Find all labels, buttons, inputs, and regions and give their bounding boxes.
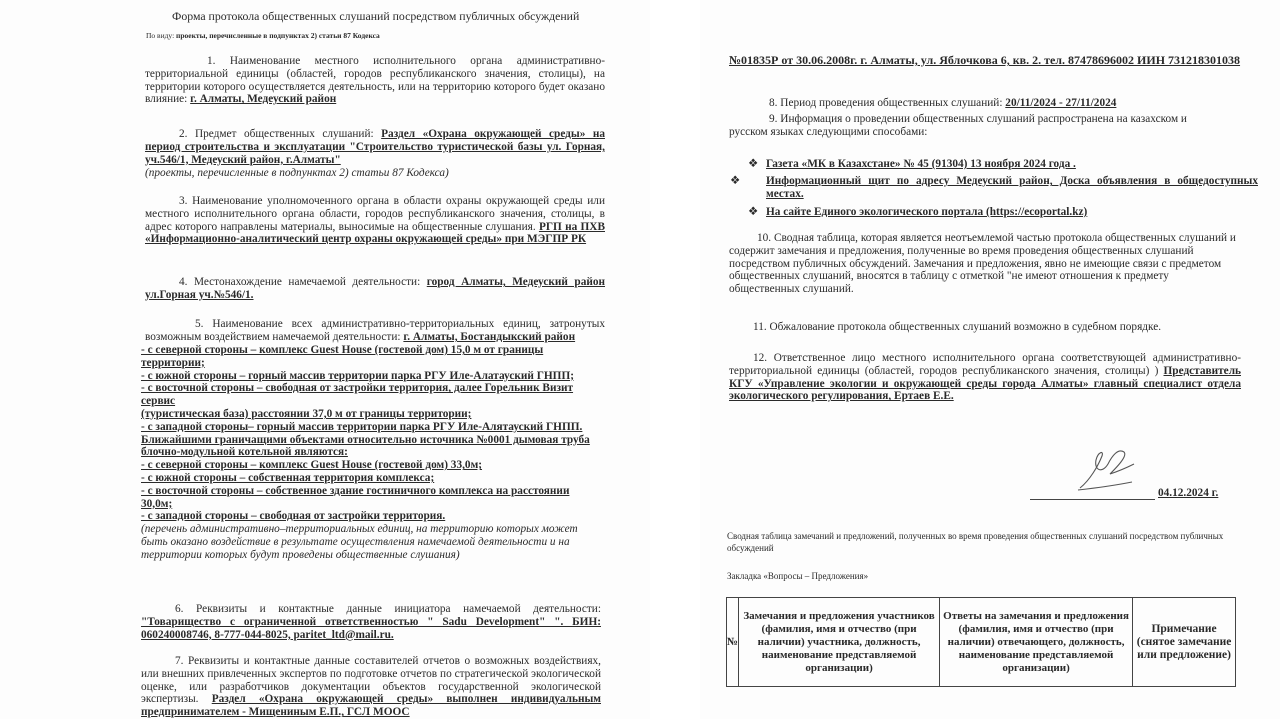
subtitle-prefix: По виду: [146, 31, 177, 40]
item-8-text: 8. Период проведения общественных слушаний: [769, 97, 1006, 109]
item-12-value: Представитель КГУ «Управление экологии и окружающей среды города Алматы» главный специалист отдела экологического регулирования, Ертаев Е.Е. [729, 364, 1241, 403]
boundary-line: - с южной стороны – горный массив территории парка РГУ Иле-Алатауский ГНПП; [141, 369, 575, 382]
item-4-value: город Алматы, Медеуский район ул.Горная уч.№546/1. [145, 276, 606, 301]
item-1-text: 1. Наименование местного исполнительного органа административно-территориальной единицы (областей, городов республиканского значения, столицы), на территории которого осуществляется деятельность, или на территорию которого будет оказано влияние: [145, 55, 605, 106]
item-8 [729, 97, 1241, 110]
bullet-item [730, 175, 1258, 201]
item-1-value: г. Алматы, Медеуский район [190, 93, 337, 106]
bullet-item [748, 158, 1240, 171]
item-1 [145, 55, 605, 106]
item-7-text: 7. Реквизиты и контактные данные составителей отчетов о возможных воздействиях, или внешних привлеченных экспертов по подготовке отчетов по стратегической экологической оценке, или разработчиков документации объектов государственной экологической экспертизы. [141, 655, 601, 706]
item-11: 11. Обжалование протокола общественных слушаний возможно в судебном порядке. [753, 321, 1162, 333]
boundary-line: - с восточной стороны – собственное здание гостиничного комплекса на расстоянии 30,0м; [141, 484, 570, 510]
item-7-value: Раздел «Охрана окружающей среды» выполнен индивидуальным предпринимателем - Мищениным Е.П., ГСЛ МООС [141, 693, 601, 719]
item-2-text: 2. Предмет общественных слушаний: [179, 128, 382, 140]
diamond-bullet-icon: ❖ [748, 158, 759, 170]
bullet-text: На сайте Единого экологического портала (https://ecoportal.kz) [766, 206, 1088, 218]
boundary-line: - с южной стороны – собственная территория комплекса; [141, 471, 435, 484]
item-9: 9. Информация о проведении общественных слушаний распространена на казахском и русском языках следующими способами: [729, 113, 1187, 138]
diamond-bullet-icon: ❖ [748, 206, 759, 218]
item-2-value: Раздел «Охрана окружающей среды» на период строительства и эксплуатации "Строительство туристической базы ул. Горная, уч.546/1, Медеуский район, г.Алматы" [145, 128, 605, 166]
page-gap [662, 0, 688, 719]
header-comments: Замечания и предложения участников (фамилия, имя и отчество (при наличии) участника, должность, наименование представляемой организации) [739, 598, 940, 687]
boundary-line: - с западной стороны – свободная от застройки территория. [141, 510, 446, 523]
item-8-value: 20/11/2024 - 27/11/2024 [1005, 97, 1117, 109]
item-5-value: г. Алматы, Бостандыкский район [403, 330, 576, 343]
boundary-line: (туристическая база) расстоянии 37,0 м от границы территории; [141, 407, 472, 420]
item-5-text: 5. Наименование всех административно-территориальных единиц, затронутых возможным воздействием намечаемой деятельности: [145, 318, 605, 343]
bullet-text: Газета «МК в Казахстане» № 45 (91304) 13 ноября 2024 года . [766, 158, 1076, 170]
signature-image [1072, 444, 1142, 494]
header-answers: Ответы на замечания и предложения (фамилия, имя и отчество (при наличии) отвечающего, должность, наименование представляемой организации) [940, 598, 1133, 687]
diamond-bullet-icon: ❖ [730, 175, 741, 187]
summary-table [726, 597, 1236, 687]
boundary-line: - с восточной стороны – свободная от застройки территория, далее Горельник Визит сервис [141, 382, 574, 408]
item-12-text: 12. Ответственное лицо местного исполнительного органа соответствующей административно-территориальной единицы (областей, городов республиканского значения, столицы) ) [729, 352, 1241, 377]
form-title: Форма протокола общественных слушаний посредством публичных обсуждений [172, 9, 580, 23]
item-6 [141, 603, 601, 641]
header-note: Примечание (снятое замечание или предложение) [1133, 598, 1236, 687]
tab-label: Закладка «Вопросы – Предложения» [727, 571, 869, 581]
signature-line [1030, 499, 1155, 500]
table-header-row [727, 598, 1236, 687]
signature-date: 04.12.2024 г. [1158, 487, 1219, 499]
boundary-line: - с западной стороны– горный массив территории парка РГУ Иле-Алятауский ГНПП. [141, 420, 583, 433]
form-subtitle [146, 31, 566, 40]
item-3-value: РГП на ПХВ «Информационно-аналитический центр охраны окружающей среды» при МЭГПР РК [145, 220, 605, 246]
item-6-value: "Товарищество с ограниченной ответственностью " Sadu Development" ". БИН: 060240008746, 8-777-044-8025, paritet_ltd@mail.ru. [141, 615, 601, 641]
item-5 [145, 318, 605, 344]
item-10: 10. Сводная таблица, которая является неотъемлемой частью протокола общественных слушаний и содержит замечания и предложения, полученные во время проведения общественных слушаний посредством публичных обсуждений. Замечания и предложения, явно не имеющие связи с предметом общественных слушаний, вносятся в таблицу с отметкой "не имеют отношения к предмету общественных слушаний. [729, 232, 1236, 296]
item-2-note: (проекты, перечисленные в подпунктах 2) статьи 87 Кодекса) [145, 167, 449, 179]
item-5-list [141, 344, 601, 562]
bullet-text: Информационный щит по адресу Медеуский район, Доска объявления в общедоступных местах. [766, 175, 1258, 200]
item-3-text: 3. Наименование уполномоченного органа в области охраны окружающей среды или местного исполнительного органа области, городов республиканского значения, столицы, в адрес которого направлены материалы, выносимые на общественные слушания. [145, 195, 605, 233]
item-12 [729, 352, 1241, 403]
item-7 [141, 655, 601, 719]
item-6-text: 6. Реквизиты и контактные данные инициатора намечаемой деятельности: [175, 603, 601, 615]
item-4 [145, 276, 605, 302]
summary-table-title: Сводная таблица замечаний и предложений, полученных во время проведения общественных слушаний посредством публичных обсуждений [727, 531, 1224, 553]
item-4-text: 4. Местонахождение намечаемой деятельности: [179, 276, 427, 288]
item-3 [145, 195, 605, 246]
item-5-note: (перечень административно–территориальных единиц, на территорию которых может быть оказано воздействие в результате осуществления намечаемой деятельности и на территории которых будут проведены общественные слушания) [141, 523, 578, 561]
subtitle-text: проекты, перечисленные в подпунктах 2) статьи 87 Кодекса [176, 31, 380, 40]
bullet-item [748, 206, 1240, 219]
header-number: № [727, 598, 739, 687]
boundary-line: Ближайшими граничащими объектами относительно источника №0001 дымовая труба блочно-модульной котельной являются: [141, 433, 590, 459]
contractor-cont: №01835Р от 30.06.2008г. г. Алматы, ул. Яблочкова 6, кв. 2. тел. 87478696002 ИИН 731218301038 [729, 53, 1241, 67]
boundary-line: - с северной стороны – комплекс Guest House (гостевой дом) 33,0м; [141, 459, 483, 472]
boundary-line: - с северной стороны – комплекс Guest House (гостевой дом) 15,0 м от границы территории; [141, 344, 544, 369]
item-2 [145, 128, 605, 166]
